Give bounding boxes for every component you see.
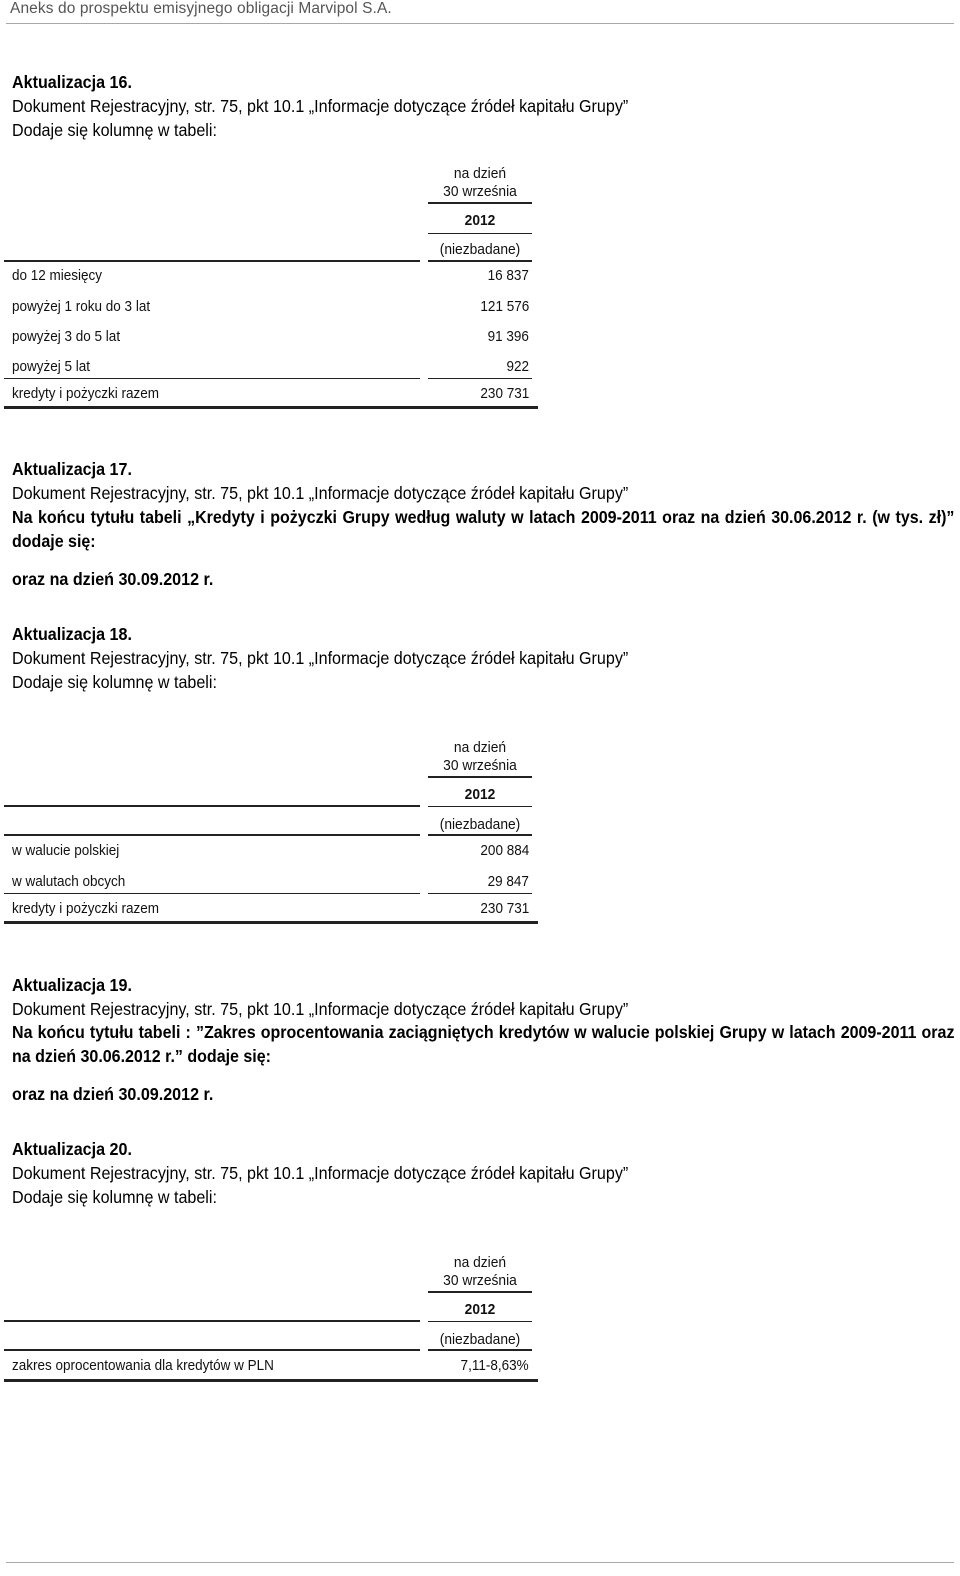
table-16-rule — [428, 378, 532, 379]
table-20-col-year: 2012 — [464, 1301, 496, 1318]
table-16-row-value: 922 — [506, 358, 529, 375]
table-16-row-label: powyżej 5 lat — [12, 358, 91, 375]
table-18-row-label: w walucie polskiej — [12, 842, 120, 859]
table-18-rule — [428, 834, 532, 836]
table-18-row-value: 29 847 — [487, 873, 529, 890]
footer-divider — [6, 1562, 954, 1563]
table-20-rule — [4, 1320, 420, 1322]
section-19-addition: oraz na dzień 30.09.2012 r. — [12, 1084, 214, 1104]
section-20-reference: Dokument Rejestracyjny, str. 75, pkt 10.1 „Informacje dotyczące źródeł kapitału Grupy” — [12, 1163, 629, 1183]
table-20-rule — [428, 1321, 532, 1322]
table-16-row-value: 91 396 — [487, 328, 529, 345]
table-16-total-label: kredyty i pożyczki razem — [12, 385, 160, 402]
table-18-total-label: kredyty i pożyczki razem — [12, 900, 160, 917]
table-18-col-header-line2: 30 września — [443, 757, 517, 774]
table-18-row-value: 200 884 — [480, 842, 529, 859]
table-16-rule — [428, 233, 532, 234]
table-16-rule — [4, 378, 420, 379]
table-16-rule — [4, 260, 420, 262]
section-18-instruction: Dodaje się kolumnę w tabeli: — [12, 672, 217, 692]
table-18-total-value: 230 731 — [480, 900, 529, 917]
table-18-rule — [428, 806, 532, 807]
table-18-rule — [428, 776, 532, 778]
table-18-row-label: w walutach obcych — [12, 873, 126, 890]
table-20-col-note: (niezbadane) — [439, 1331, 521, 1348]
table-18-rule — [428, 893, 532, 894]
table-16-rule — [428, 202, 532, 204]
section-19-reference: Dokument Rejestracyjny, str. 75, pkt 10.1 „Informacje dotyczące źródeł kapitału Grupy” — [12, 999, 629, 1019]
table-18-rule — [4, 893, 420, 894]
header-divider — [6, 23, 954, 24]
table-18-rule — [4, 805, 420, 807]
table-18-rule — [4, 834, 420, 836]
table-18-rule — [4, 921, 538, 924]
section-16-instruction: Dodaje się kolumnę w tabeli: — [12, 120, 217, 140]
table-16-row-value: 16 837 — [487, 267, 529, 284]
table-20-row-value: 7,11-8,63% — [460, 1357, 529, 1374]
table-16-col-header-line1: na dzień — [453, 165, 507, 182]
section-17-addition: oraz na dzień 30.09.2012 r. — [12, 569, 214, 589]
section-19-title: Aktualizacja 19. — [12, 975, 132, 995]
table-16-total-value: 230 731 — [480, 385, 529, 402]
table-16-row-value: 121 576 — [480, 298, 529, 315]
section-20-instruction: Dodaje się kolumnę w tabeli: — [12, 1187, 217, 1207]
table-20-rule — [4, 1379, 538, 1382]
section-17-paragraph: Na końcu tytułu tabeli „Kredyty i pożyczki Grupy według waluty w latach 2009-2011 oraz na dzień 30.06.2012 r. (w tys. zł)” dodaje się: — [12, 507, 955, 551]
document-header-title: Aneks do prospektu emisyjnego obligacji Marvipol S.A. — [10, 0, 392, 17]
table-16-col-header-line2: 30 września — [443, 183, 517, 200]
section-18-reference: Dokument Rejestracyjny, str. 75, pkt 10.1 „Informacje dotyczące źródeł kapitału Grupy” — [12, 648, 629, 668]
section-18-title: Aktualizacja 18. — [12, 624, 132, 644]
table-20-rule — [428, 1291, 532, 1293]
table-18-col-year: 2012 — [464, 786, 496, 803]
section-20-title: Aktualizacja 20. — [12, 1139, 132, 1159]
table-18-col-note: (niezbadane) — [439, 816, 521, 833]
section-17-title: Aktualizacja 17. — [12, 459, 132, 479]
section-17-reference: Dokument Rejestracyjny, str. 75, pkt 10.1 „Informacje dotyczące źródeł kapitału Grupy” — [12, 483, 629, 503]
table-18-col-header-line1: na dzień — [453, 739, 507, 756]
table-16-col-note: (niezbadane) — [439, 241, 521, 258]
table-20-rule — [428, 1349, 532, 1351]
section-16-title: Aktualizacja 16. — [12, 72, 132, 92]
table-16-row-label: powyżej 1 roku do 3 lat — [12, 298, 151, 315]
table-16-col-year: 2012 — [464, 212, 496, 229]
section-16-reference: Dokument Rejestracyjny, str. 75, pkt 10.1 „Informacje dotyczące źródeł kapitału Grupy” — [12, 96, 629, 116]
table-20-col-header-line1: na dzień — [453, 1254, 507, 1271]
table-16-rule — [428, 260, 532, 262]
table-16-rule — [4, 406, 538, 409]
table-20-rule — [4, 1349, 420, 1351]
table-20-row-label: zakres oprocentowania dla kredytów w PLN — [12, 1357, 274, 1374]
section-19-paragraph: Na końcu tytułu tabeli : ”Zakres oprocentowania zaciągniętych kredytów w walucie polskiej Grupy w latach 2009-2011 oraz na dzień 30.06.2012 r.” dodaje się: — [12, 1022, 955, 1066]
table-16-row-label: do 12 miesięcy — [12, 267, 103, 284]
table-16-row-label: powyżej 3 do 5 lat — [12, 328, 121, 345]
table-20-col-header-line2: 30 września — [443, 1272, 517, 1289]
